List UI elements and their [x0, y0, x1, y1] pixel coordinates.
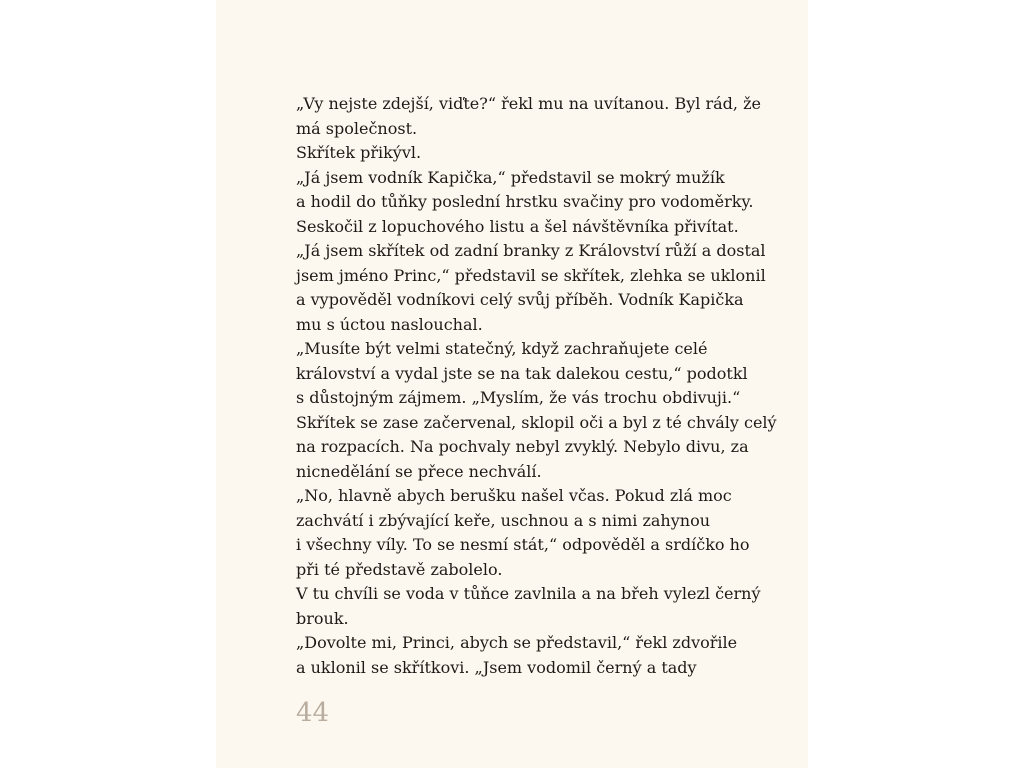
text-line: Skřítek se zase začervenal, sklopil oči a byl z té chvály celý — [296, 412, 777, 432]
text-line: „Já jsem vodník Kapička,“ představil se mokrý mužík — [296, 167, 725, 187]
text-line: na rozpacích. Na pochvaly nebyl zvyklý. Nebylo divu, za — [296, 437, 749, 456]
text-line: a hodil do tůňky poslední hrstku svačiny pro vodoměrky. — [296, 192, 754, 211]
text-line: má společnost. — [296, 118, 418, 138]
text-line: „Já jsem skřítek od zadní branky z Království růží a dostal — [296, 241, 766, 260]
page-text — [296, 92, 796, 680]
text-line: Seskočil z lopuchového listu a šel návštěvníka přivítat. — [296, 216, 739, 236]
text-line: i všechny víly. To se nesmí stát,“ odpověděl a srdíčko ho — [296, 535, 750, 554]
text-line: a vypověděl vodníkovi celý svůj příběh. Vodník Kapička — [296, 290, 744, 309]
text-line: „Dovolte mi, Princi, abych se představil,“ řekl zdvořile — [296, 633, 738, 652]
text-line: s důstojným zájmem. „Myslím, že vás trochu obdivuji.“ — [296, 388, 741, 407]
book-page — [216, 0, 808, 768]
text-line: jsem jméno Princ,“ představil se skřítek, zlehka se uklonil — [296, 265, 766, 285]
text-line: „Musíte být velmi statečný, když zachraňujete celé — [296, 339, 708, 358]
text-line: mu s úctou naslouchal. — [296, 314, 483, 334]
text-line: království a vydal jste se na tak dalekou cestu,“ podotkl — [296, 363, 748, 383]
text-line: při té představě zabolelo. — [296, 559, 503, 579]
text-line: zachvátí i zbývající keře, uschnou a s nimi zahynou — [296, 510, 711, 530]
page-number: 44 — [296, 698, 330, 728]
text-line: a uklonil se skřítkovi. „Jsem vodomil černý a tady — [296, 657, 697, 677]
text-line: „No, hlavně abych berušku našel včas. Pokud zlá moc — [296, 486, 732, 505]
text-line: Skřítek přikývl. — [296, 143, 422, 162]
text-line: brouk. — [296, 608, 349, 628]
text-line: V tu chvíli se voda v tůňce zavlnila a na břeh vylezl černý — [296, 584, 761, 603]
text-line: nicnedělání se přece nechválí. — [296, 461, 542, 481]
text-line: „Vy nejste zdejší, viďte?“ řekl mu na uvítanou. Byl rád, že — [296, 94, 761, 113]
